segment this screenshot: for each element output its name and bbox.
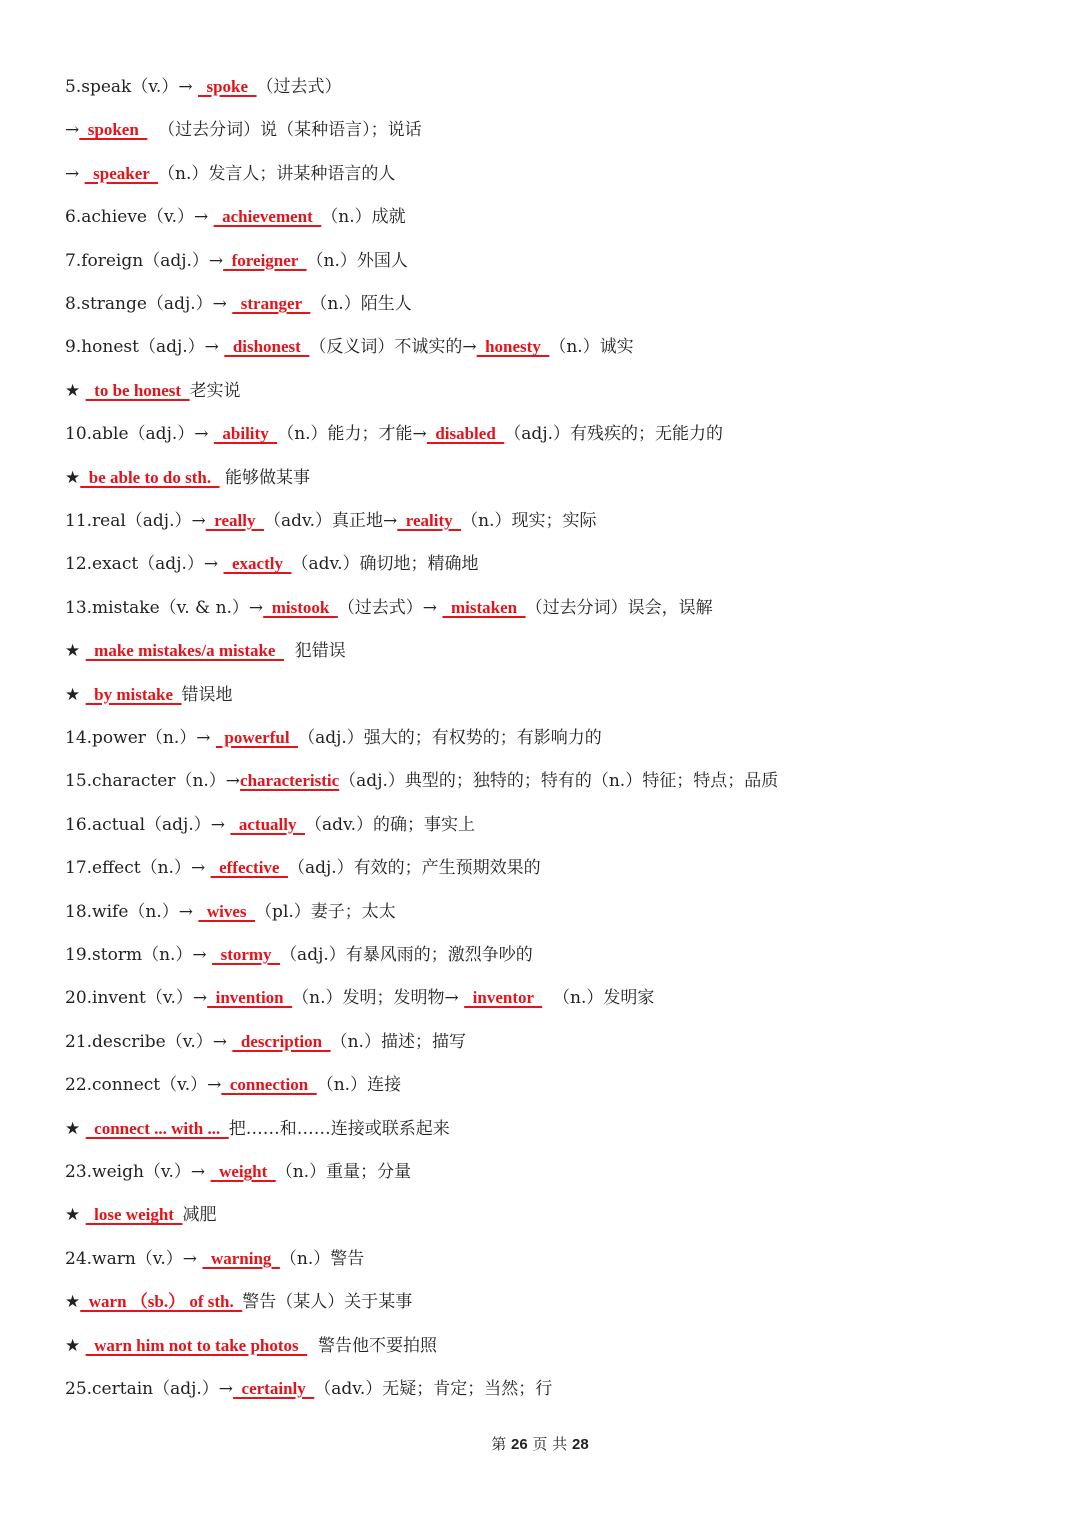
entry-text: 21.describe（v.）→	[65, 1031, 233, 1052]
entry-text: 错误地	[181, 684, 233, 705]
answer-word: to be honest	[85, 380, 190, 400]
entry-text: 9.honest（adj.）→	[65, 337, 225, 358]
entry-text: 17.effect（n.）→	[65, 858, 211, 879]
answer-word: mistook	[263, 597, 338, 617]
vocabulary-entry	[65, 419, 723, 449]
answer-word: spoken	[79, 120, 148, 140]
entry-text: （n.）陌生人	[310, 294, 412, 314]
answer-word: ability	[213, 424, 278, 444]
vocabulary-entry	[65, 289, 412, 319]
vocabulary-entry	[65, 853, 541, 883]
entry-text: （adv.）真正地→	[263, 511, 398, 531]
entry-text: 24.warn（v.）→	[65, 1248, 203, 1269]
entry-text: （n.）警告	[279, 1248, 365, 1269]
vocabulary-entry	[65, 766, 778, 796]
entry-text: 25.certain（adj.）→	[65, 1379, 234, 1399]
answer-word: be able to do sth.	[80, 467, 220, 487]
entry-text: 能够做某事	[219, 467, 310, 488]
answer-word: warn him not to take photos	[85, 1335, 308, 1355]
entry-text: ★	[65, 641, 86, 662]
vocabulary-entry	[65, 1200, 216, 1230]
vocabulary-entry	[65, 1331, 437, 1361]
entry-text: ★	[65, 467, 81, 488]
entry-text: （n.）现实；实际	[461, 511, 597, 531]
entry-text: 20.invent（v.）→	[65, 988, 208, 1009]
vocabulary-entry	[65, 202, 406, 232]
answer-word: connection	[221, 1075, 317, 1095]
vocabulary-entry	[65, 680, 233, 710]
vocabulary-entry	[65, 115, 422, 145]
vocabulary-entry	[65, 983, 654, 1013]
vocabulary-entry	[65, 1374, 552, 1404]
answer-word: warning	[202, 1248, 280, 1268]
answer-word: disabled	[426, 424, 505, 444]
entry-text: （过去式）	[256, 77, 342, 97]
vocabulary-entry	[65, 897, 396, 927]
entry-text: ★	[65, 1292, 81, 1313]
answer-word: effective	[210, 858, 288, 878]
answer-word: mistaken	[442, 597, 526, 617]
entry-text: 把……和……连接或联系起来	[228, 1118, 450, 1139]
vocabulary-entry	[65, 332, 634, 362]
entry-text: ★	[65, 1335, 86, 1356]
answer-word: spoke	[197, 77, 257, 96]
vocabulary-entry	[65, 159, 395, 189]
answer-word: make mistakes/a mistake	[85, 641, 284, 661]
entry-text: （adj.）有效的；产生预期效果的	[287, 858, 541, 879]
entry-text: （adj.）有残疾的；无能力的	[504, 424, 723, 445]
entry-text: （adv.）的确；事实上	[305, 814, 476, 835]
answer-word: exactly	[223, 554, 292, 574]
entry-text: （反义词）不诚实的→	[309, 337, 477, 358]
answer-word: by mistake	[85, 684, 182, 704]
answer-word: dishonest	[224, 337, 310, 357]
entry-text: 12.exact（adj.）→	[65, 554, 224, 575]
answer-word: description	[232, 1031, 331, 1051]
entry-text: 警告他不要拍照	[307, 1335, 437, 1356]
entry-text: ★	[65, 1205, 86, 1226]
entry-text: 23.weigh（v.）→	[65, 1162, 211, 1182]
answer-word: foreigner	[223, 250, 307, 270]
vocabulary-entry	[65, 549, 479, 579]
entry-text: 13.mistake（v. & n.）→	[65, 597, 264, 618]
entry-text: 减肥	[182, 1205, 217, 1226]
answer-word: invention	[207, 988, 293, 1008]
entry-text: （n.）发明；发明物→	[292, 988, 465, 1009]
answer-word: speaker	[84, 163, 159, 183]
answer-word: honesty	[476, 337, 550, 357]
answer-word: really	[205, 511, 264, 530]
entry-text: ★	[65, 1118, 86, 1139]
vocabulary-entry	[65, 1287, 412, 1317]
entry-text: （pl.）妻子；太太	[255, 901, 396, 922]
entry-text: （n.）诚实	[549, 337, 634, 358]
entry-text: ★	[65, 684, 86, 705]
entry-text: （adv.）确切地；精确地	[291, 554, 479, 575]
entry-text: 8.strange（adj.）→	[65, 294, 233, 314]
entry-text: 10.able（adj.）→	[65, 424, 214, 445]
answer-word: powerful	[215, 728, 299, 747]
answer-word: warn （sb.） of sth.	[80, 1292, 243, 1312]
entry-text: →	[65, 163, 85, 184]
entry-text: （n.）能力；才能→	[277, 424, 427, 445]
entry-text: （adj.）强大的；有权势的；有影响力的	[298, 728, 602, 748]
entry-text: （adv.）无疑；肯定；当然；行	[314, 1379, 553, 1399]
answer-word: certainly	[233, 1379, 315, 1398]
entry-text: （n.）描述；描写	[330, 1031, 466, 1052]
entry-text: （n.）成就	[321, 207, 406, 228]
answer-word: inventor	[464, 988, 543, 1008]
entry-text: 7.foreign（adj.）→	[65, 250, 224, 271]
vocabulary-entry	[65, 1244, 364, 1274]
vocabulary-entry	[65, 376, 241, 406]
entry-text: （过去分词）说（某种语言）；说话	[147, 120, 422, 141]
vocabulary-entry	[65, 593, 713, 623]
entry-text: 15.character（n.）→	[65, 771, 241, 792]
entry-text: （adj.）典型的；独特的；特有的（n.）特征；特点；品质	[339, 771, 779, 792]
vocabulary-entry	[65, 1114, 450, 1144]
answer-word: stranger	[232, 294, 311, 313]
vocabulary-entry	[65, 246, 408, 276]
entry-text: 18.wife（n.）→	[65, 901, 199, 922]
footer-middle: 页 共	[527, 1435, 573, 1453]
entry-text: 19.storm（n.）→	[65, 945, 213, 965]
answer-word: reality	[397, 511, 462, 530]
footer-prefix: 第	[491, 1435, 512, 1453]
entry-text: （过去式）→	[337, 597, 443, 618]
current-page-number: 26	[511, 1436, 528, 1453]
entry-text: （过去分词）误会，误解	[525, 597, 713, 618]
vocabulary-entry	[65, 506, 597, 536]
total-pages-number: 28	[572, 1436, 589, 1453]
answer-word: achievement	[213, 207, 322, 227]
entry-text: 11.real（adj.）→	[65, 511, 206, 531]
entry-text: （adj.）有暴风雨的；激烈争吵的	[280, 945, 533, 965]
entry-text: （n.）连接	[316, 1075, 402, 1096]
vocabulary-entry	[65, 72, 342, 102]
entry-text: →	[65, 120, 80, 141]
vocabulary-entry	[65, 463, 310, 493]
entry-text: 5.speak（v.）→	[65, 77, 198, 97]
vocabulary-entry	[65, 1157, 411, 1187]
vocabulary-entry	[65, 1070, 401, 1100]
entry-text: ★	[65, 380, 86, 401]
vocabulary-entry	[65, 636, 346, 666]
vocabulary-entry	[65, 1027, 466, 1057]
entry-text: （n.）重量；分量	[275, 1162, 412, 1182]
page-footer	[0, 1430, 1080, 1459]
entry-text: （n.）外国人	[306, 250, 408, 271]
answer-word: stormy	[212, 945, 281, 964]
vocabulary-entry	[65, 940, 533, 970]
answer-word: connect ... with ...	[85, 1118, 229, 1138]
entry-text: （n.）发言人；讲某种语言的人	[158, 163, 396, 184]
entry-text: （n.）发明家	[542, 988, 655, 1009]
answer-word: wives	[198, 901, 256, 921]
answer-word: lose weight	[85, 1205, 183, 1225]
entry-text: 警告（某人）关于某事	[242, 1292, 413, 1313]
vocabulary-entry	[65, 810, 475, 840]
entry-text: 犯错误	[283, 641, 346, 662]
entry-text: 6.achieve（v.）→	[65, 207, 214, 228]
vocabulary-entry	[65, 723, 602, 753]
answer-word: actually	[230, 814, 305, 834]
entry-text: 22.connect（v.）→	[65, 1075, 222, 1096]
entry-text: 老实说	[189, 380, 241, 401]
entry-text: 16.actual（adj.）→	[65, 814, 231, 835]
answer-word: characteristic	[240, 771, 340, 791]
answer-word: weight	[210, 1162, 276, 1181]
entry-text: 14.power（n.）→	[65, 728, 216, 748]
